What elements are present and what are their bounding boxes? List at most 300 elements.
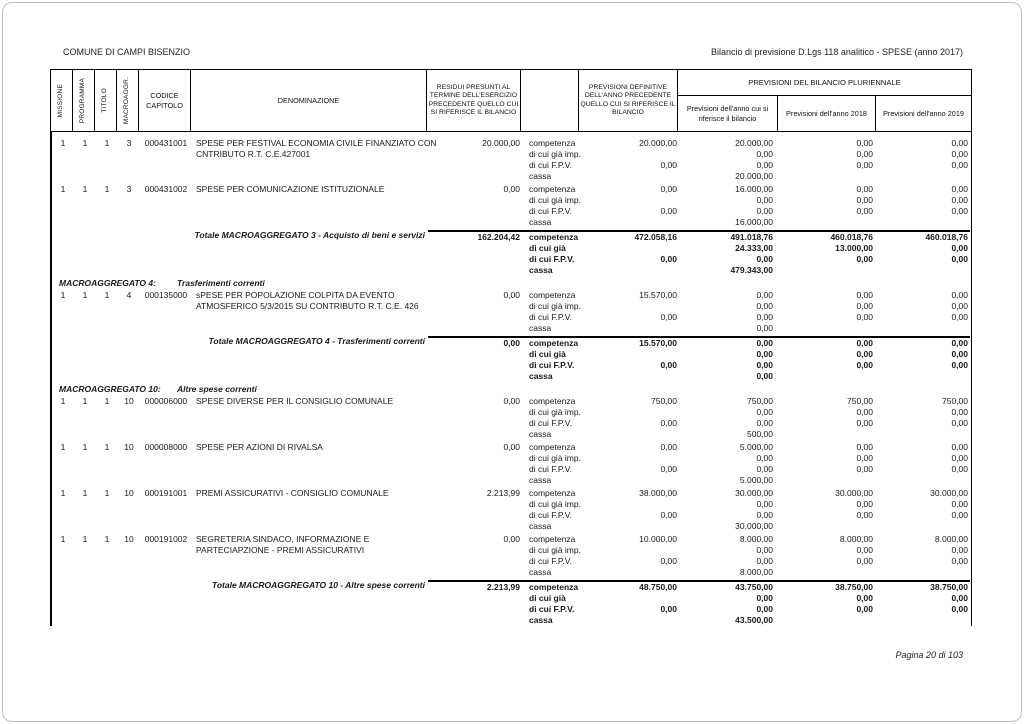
residui-total-value: 2.213,99	[486, 582, 520, 592]
programma-value: 1	[82, 396, 88, 406]
flow-labels-cell	[522, 232, 580, 276]
titolo-value: 1	[104, 184, 110, 194]
anno-riferimento-value: 0,00	[756, 418, 773, 428]
anno-2019-value: 0,00	[951, 442, 968, 452]
anno-riferimento-value-column	[679, 396, 779, 440]
flow-labels-cell	[522, 488, 580, 532]
anno-2019-value	[877, 217, 968, 228]
residui-cell	[428, 138, 522, 182]
anno-riferimento-value: 0,00	[756, 499, 773, 509]
prev-definitive-value-column	[580, 582, 679, 626]
prev-definitive-value: 0,00	[660, 312, 677, 322]
titolo-value: 1	[104, 396, 110, 406]
flow-label: cassa	[529, 615, 553, 625]
capitolo-row	[52, 488, 971, 532]
residui-cell	[428, 290, 522, 334]
denominazione-cell	[192, 138, 437, 182]
prev-definitive-value: 0,00	[660, 254, 677, 264]
anno-2018-value: 8.000,00	[839, 534, 873, 544]
anno-2018-value	[779, 171, 873, 182]
anno-2018-value: 0,00	[856, 206, 873, 216]
anno-2019-value: 0,00	[951, 418, 968, 428]
anno-2018-value	[779, 217, 873, 228]
flow-labels-cell	[522, 290, 580, 334]
anno-2018-value: 0,00	[856, 604, 873, 614]
anno-riferimento-value-column	[679, 488, 779, 532]
anno-riferimento-value: 750,00	[747, 396, 773, 406]
flow-label: di cui F.P.V.	[529, 556, 573, 566]
anno-2018-value-column	[779, 138, 877, 182]
residui-cell	[428, 338, 522, 382]
macroaggr-value: 3	[126, 138, 132, 148]
prev-definitive-value: 0,00	[660, 442, 677, 452]
anno-riferimento-value: 0,00	[756, 464, 773, 474]
residui-cell	[428, 582, 522, 626]
anno-2018-value: 0,00	[856, 545, 873, 555]
table-header	[50, 69, 972, 132]
prev-definitive-value	[580, 171, 677, 182]
anno-riferimento-value-column	[679, 442, 779, 486]
prev-definitive-value-column	[580, 442, 679, 486]
anno-riferimento-value: 0,00	[756, 338, 773, 348]
header-previsioni-definitive: PREVISIONI DEFINITIVE DELL'ANNO PRECEDENTE QUELLO CUI SI RIFERISCE IL BILANCIO	[579, 70, 678, 131]
flow-label: di cui già imp.	[529, 499, 581, 509]
anno-2018-value	[779, 475, 873, 486]
anno-riferimento-value: 0,00	[756, 349, 773, 359]
anno-2018-value: 0,00	[856, 556, 873, 566]
anno-riferimento-value-column	[679, 534, 779, 578]
anno-riferimento-value: 20.000,00	[735, 171, 773, 181]
macroaggr-value: 10	[124, 442, 134, 452]
anno-2019-value	[877, 265, 968, 276]
prev-definitive-value: 38.000,00	[639, 488, 677, 498]
anno-2018-value: 0,00	[856, 442, 873, 452]
anno-riferimento-value: 491.018,76	[730, 232, 773, 242]
missione-value: 1	[60, 184, 66, 194]
denominazione-line: SPESE PER COMUNICAZIONE ISTITUZIONALE	[196, 184, 385, 194]
anno-riferimento-value: 0,00	[756, 545, 773, 555]
flow-label: di cui già imp.	[529, 407, 581, 417]
titolo-value: 1	[104, 138, 110, 148]
anno-riferimento-value: 479.343,00	[730, 265, 773, 275]
anno-riferimento-value: 8.000,00	[739, 534, 773, 544]
programma-value: 1	[82, 488, 88, 498]
anno-2018-value-column	[779, 534, 877, 578]
header-residui-presunti: RESIDUI PRESUNTI AL TERMINE DELL'ESERCIZIO PRECEDENTE QUELLO CUI SI RIFERISCE IL BILANCIO	[427, 70, 521, 131]
anno-2019-value: 0,00	[951, 301, 968, 311]
prev-definitive-value	[580, 265, 677, 276]
totale-grid	[428, 338, 970, 382]
prev-definitive-value	[580, 149, 677, 160]
prev-definitive-value: 0,00	[660, 510, 677, 520]
totale-values	[428, 230, 970, 276]
macroaggregato-section-header	[52, 278, 971, 289]
titolo-value: 1	[104, 442, 110, 452]
flow-labels-cell	[522, 338, 580, 382]
flow-label: di cui F.P.V.	[529, 160, 573, 170]
anno-2019-value-column	[877, 582, 970, 626]
macroaggr-value: 4	[126, 290, 132, 300]
anno-2019-value-column	[877, 232, 970, 276]
anno-riferimento-value-column	[679, 338, 779, 382]
missione-value: 1	[60, 290, 66, 300]
totale-values	[428, 580, 970, 626]
header-codice-capitolo: CODICE CAPITOLO	[139, 70, 191, 131]
anno-2018-value: 0,00	[856, 160, 873, 170]
section-title: Trasferimenti correnti	[177, 278, 265, 288]
header-titolo: TITOLO	[95, 70, 117, 131]
prev-definitive-value: 15.570,00	[639, 338, 677, 348]
residui-value: 0,00	[503, 534, 520, 544]
anno-2019-value: 38.750,00	[930, 582, 968, 592]
totale-row	[52, 580, 971, 626]
anno-2019-value	[877, 171, 968, 182]
anno-2018-value: 0,00	[856, 138, 873, 148]
prev-definitive-value: 0,00	[660, 464, 677, 474]
anno-riferimento-value: 0,00	[756, 149, 773, 159]
capitolo-row	[52, 396, 971, 440]
anno-riferimento-value: 43.750,00	[735, 582, 773, 592]
anno-riferimento-value: 30.000,00	[735, 488, 773, 498]
residui-cell	[428, 534, 522, 578]
anno-riferimento-value: 0,00	[756, 254, 773, 264]
programma-value: 1	[82, 184, 88, 194]
residui-cell	[428, 396, 522, 440]
prev-definitive-value-column	[580, 138, 679, 182]
prev-definitive-value: 15.570,00	[639, 290, 677, 300]
flow-labels-cell	[522, 396, 580, 440]
prev-definitive-value	[580, 429, 677, 440]
header-flow-label-column	[521, 70, 579, 131]
denominazione-line: SPESE PER FESTIVAL ECONOMIA CIVILE FINANZIATO CON	[196, 138, 437, 148]
anno-2019-value-column	[877, 442, 970, 486]
anno-2018-value: 750,00	[847, 396, 873, 406]
anno-2019-value: 30.000,00	[930, 488, 968, 498]
codice-capitolo-value: 000008000	[144, 442, 188, 452]
missione-value: 1	[60, 442, 66, 452]
flow-label: cassa	[529, 265, 553, 275]
flow-label: di cui già imp.	[529, 545, 581, 555]
capitolo-row	[52, 534, 971, 578]
anno-2019-value: 0,00	[951, 510, 968, 520]
flow-labels-cell	[522, 138, 580, 182]
macroaggr-value: 10	[124, 534, 134, 544]
anno-riferimento-value: 500,00	[747, 429, 773, 439]
prev-definitive-value: 0,00	[660, 418, 677, 428]
macroaggr-value: 10	[124, 488, 134, 498]
anno-riferimento-value-column	[679, 582, 779, 626]
anno-2019-value	[877, 429, 968, 440]
anno-riferimento-value-column	[679, 290, 779, 334]
residui-cell	[428, 442, 522, 486]
table-body	[50, 132, 972, 626]
anno-2018-value-column	[779, 396, 877, 440]
anno-2019-value: 0,00	[951, 206, 968, 216]
denominazione-line: SEGRETERIA SINDACO, INFORMAZIONE E	[196, 534, 370, 544]
anno-2019-value: 460.018,76	[925, 232, 968, 242]
anno-2019-value: 0,00	[951, 243, 968, 253]
prev-definitive-value-column	[580, 338, 679, 382]
anno-2019-value-column	[877, 488, 970, 532]
codice-capitolo-value: 000191001	[144, 488, 188, 498]
flow-label: competenza	[529, 582, 579, 592]
denominazione-cell	[192, 184, 428, 228]
anno-2018-value: 0,00	[856, 338, 873, 348]
anno-2019-value: 0,00	[951, 604, 968, 614]
prev-definitive-value-column	[580, 232, 679, 276]
anno-2019-value: 0,00	[951, 195, 968, 205]
anno-riferimento-value: 0,00	[756, 593, 773, 603]
prev-definitive-value: 0,00	[660, 184, 677, 194]
flow-labels-cell	[522, 442, 580, 486]
header-anno-2018: Previsioni dell'anno 2018	[778, 96, 876, 131]
header-anno-riferimento: Previsioni dell'anno cui si riferisce il bilancio	[678, 96, 778, 131]
titolo-value: 1	[104, 290, 110, 300]
anno-riferimento-value: 30.000,00	[735, 521, 773, 531]
report-title: Bilancio di previsione D.Lgs 118 analitico - SPESE (anno 2017)	[711, 47, 963, 57]
missione-value: 1	[60, 138, 66, 148]
anno-2018-value: 0,00	[856, 453, 873, 463]
flow-label: cassa	[529, 521, 552, 531]
anno-2019-value-column	[877, 184, 970, 228]
macroaggr-value: 10	[124, 396, 134, 406]
anno-riferimento-value-column	[679, 184, 779, 228]
anno-2019-value: 0,00	[951, 407, 968, 417]
prev-definitive-value: 472.058,16	[634, 232, 677, 242]
anno-2018-value: 0,00	[856, 360, 873, 370]
flow-label: di cui già	[529, 593, 566, 603]
anno-2019-value: 0,00	[951, 556, 968, 566]
anno-2018-value-column	[779, 338, 877, 382]
header-macroaggr: MACROAGGR.	[117, 70, 139, 131]
denominazione-line: SPESE DIVERSE PER IL CONSIGLIO COMUNALE	[196, 396, 394, 406]
denominazione-line: PARTECIAPZIONE - PREMI ASSICURATIVI	[196, 545, 365, 555]
anno-riferimento-value: 0,00	[756, 206, 773, 216]
prev-definitive-value: 0,00	[660, 160, 677, 170]
prev-definitive-value: 0,00	[660, 604, 677, 614]
denominazione-line: SPESE PER AZIONI DI RIVALSA	[196, 442, 323, 452]
header-missione: MISSIONE	[51, 70, 73, 131]
anno-riferimento-value: 43.500,00	[735, 615, 773, 625]
anno-2019-value-column	[877, 338, 970, 382]
totale-label: Totale MACROAGGREGATO 4 - Trasferimenti correnti	[208, 336, 425, 346]
flow-label: di cui F.P.V.	[529, 206, 573, 216]
prev-definitive-value	[580, 371, 677, 382]
anno-2019-value	[877, 475, 968, 486]
residui-value: 0,00	[503, 396, 520, 406]
anno-2019-value: 0,00	[951, 138, 968, 148]
flow-label: cassa	[529, 371, 553, 381]
anno-riferimento-value: 16.000,00	[735, 184, 773, 194]
flow-label: competenza	[529, 488, 576, 498]
anno-2018-value: 0,00	[856, 290, 873, 300]
flow-label: di cui F.P.V.	[529, 510, 573, 520]
titolo-value: 1	[104, 488, 110, 498]
missione-value: 1	[60, 396, 66, 406]
flow-label: di cui già imp.	[529, 301, 581, 311]
anno-2019-value	[877, 567, 968, 578]
flow-label: cassa	[529, 217, 552, 227]
anno-2019-value: 0,00	[951, 545, 968, 555]
anno-2018-value: 0,00	[856, 593, 873, 603]
flow-labels-cell	[522, 582, 580, 626]
prev-definitive-value: 48.750,00	[639, 582, 677, 592]
anno-riferimento-value: 0,00	[756, 453, 773, 463]
anno-riferimento-value: 8.000,00	[739, 567, 773, 577]
anno-2018-value: 0,00	[856, 301, 873, 311]
section-label: MACROAGGREGATO 10:	[59, 384, 161, 394]
capitolo-row	[52, 138, 971, 182]
codice-capitolo-value: 000431002	[144, 184, 188, 194]
totale-row	[52, 230, 971, 276]
missione-value: 1	[60, 534, 66, 544]
anno-2019-value: 0,00	[951, 349, 968, 359]
anno-2019-value: 0,00	[951, 184, 968, 194]
prev-definitive-value	[580, 243, 677, 254]
prev-definitive-value: 0,00	[660, 206, 677, 216]
section-label: MACROAGGREGATO 4:	[59, 278, 156, 288]
totale-values	[428, 336, 970, 382]
footer-page-number: Pagina 20 di 103	[895, 650, 963, 660]
anno-2018-value: 0,00	[856, 418, 873, 428]
prev-definitive-value: 750,00	[651, 396, 677, 406]
flow-label: competenza	[529, 396, 576, 406]
anno-2018-value	[779, 615, 873, 626]
prev-definitive-value	[580, 301, 677, 312]
residui-cell	[428, 232, 522, 276]
anno-2019-value	[877, 521, 968, 532]
codice-capitolo-value: 000191002	[144, 534, 188, 544]
residui-total-value: 0,00	[503, 338, 520, 348]
flow-labels-cell	[522, 184, 580, 228]
anno-2019-value: 0,00	[951, 312, 968, 322]
totale-row	[52, 336, 971, 382]
programma-value: 1	[82, 138, 88, 148]
flow-label: di cui già imp.	[529, 149, 581, 159]
flow-label: di cui già	[529, 243, 566, 253]
anno-2018-value	[779, 323, 873, 334]
anno-2018-value-column	[779, 184, 877, 228]
anno-2018-value: 0,00	[856, 149, 873, 159]
denominazione-line: PREMI ASSICURATIVI - CONSIGLIO COMUNALE	[196, 488, 389, 498]
anno-2019-value: 8.000,00	[934, 534, 968, 544]
residui-value: 2.213,99	[486, 488, 520, 498]
flow-label: di cui F.P.V.	[529, 360, 575, 370]
anno-2018-value	[779, 521, 873, 532]
anno-2018-value-column	[779, 582, 877, 626]
codice-capitolo-value: 000006000	[144, 396, 188, 406]
macroaggr-value: 3	[126, 184, 132, 194]
anno-riferimento-value: 0,00	[756, 160, 773, 170]
anno-2018-value	[779, 429, 873, 440]
denominazione-line: ATMOSFERICO 5/3/2015 SU CONTRIBUTO R.T. C.E. 426	[196, 301, 419, 311]
denominazione-cell	[192, 534, 428, 578]
totale-label: Totale MACROAGGREGATO 3 - Acquisto di beni e servizi	[194, 230, 425, 240]
flow-label: competenza	[529, 442, 576, 452]
page-header	[63, 47, 963, 57]
prev-definitive-value	[580, 323, 677, 334]
prev-definitive-value: 0,00	[660, 556, 677, 566]
anno-riferimento-value: 0,00	[756, 371, 773, 381]
anno-riferimento-value: 0,00	[756, 407, 773, 417]
anno-2018-value: 38.750,00	[835, 582, 873, 592]
anno-riferimento-value-column	[679, 138, 779, 182]
residui-value: 0,00	[503, 290, 520, 300]
denominazione-cell	[192, 442, 428, 486]
flow-label: di cui F.P.V.	[529, 464, 573, 474]
prev-definitive-value	[580, 349, 677, 360]
residui-value: 20.000,00	[482, 138, 520, 148]
anno-2018-value: 0,00	[856, 195, 873, 205]
anno-2018-value-column	[779, 488, 877, 532]
anno-2018-value	[779, 371, 873, 382]
denominazione-line: sPESE PER POPOLAZIONE COLPITA DA EVENTO	[196, 290, 395, 300]
anno-2018-value: 0,00	[856, 349, 873, 359]
anno-2019-value: 0,00	[951, 338, 968, 348]
anno-2018-value: 0,00	[856, 464, 873, 474]
header-bilancio-pluriennale: PREVISIONI DEL BILANCIO PLURIENNALE	[678, 70, 971, 96]
anno-riferimento-value: 0,00	[756, 301, 773, 311]
anno-riferimento-value: 0,00	[756, 510, 773, 520]
flow-label: competenza	[529, 232, 579, 242]
section-title: Altre spese correnti	[177, 384, 257, 394]
anno-2018-value: 13.000,00	[835, 243, 873, 253]
flow-label: di cui già	[529, 349, 566, 359]
anno-riferimento-value-column	[679, 232, 779, 276]
flow-label: cassa	[529, 323, 552, 333]
anno-2019-value-column	[877, 290, 970, 334]
programma-value: 1	[82, 442, 88, 452]
flow-label: competenza	[529, 184, 576, 194]
totale-grid	[428, 232, 970, 276]
anno-2019-value: 0,00	[951, 254, 968, 264]
anno-2019-value-column	[877, 534, 970, 578]
anno-2019-value-column	[877, 396, 970, 440]
codice-capitolo-value: 000431001	[144, 138, 188, 148]
prev-definitive-value	[580, 407, 677, 418]
flow-label: cassa	[529, 171, 552, 181]
prev-definitive-value	[580, 475, 677, 486]
anno-2019-value-column	[877, 138, 970, 182]
anno-2018-value: 0,00	[856, 407, 873, 417]
anno-2019-value: 0,00	[951, 360, 968, 370]
prev-definitive-value-column	[580, 488, 679, 532]
prev-definitive-value-column	[580, 290, 679, 334]
flow-label: cassa	[529, 567, 552, 577]
anno-riferimento-value: 0,00	[756, 323, 773, 333]
anno-riferimento-value: 0,00	[756, 556, 773, 566]
flow-label: competenza	[529, 290, 576, 300]
anno-2018-value: 0,00	[856, 184, 873, 194]
anno-2018-value: 30.000,00	[835, 488, 873, 498]
anno-2019-value: 0,00	[951, 149, 968, 159]
anno-2019-value: 750,00	[942, 396, 968, 406]
anno-2019-value: 0,00	[951, 160, 968, 170]
totale-grid	[428, 582, 970, 626]
prev-definitive-value: 20.000,00	[639, 138, 677, 148]
municipality-title: COMUNE DI CAMPI BISENZIO	[63, 47, 191, 57]
programma-value: 1	[82, 534, 88, 544]
anno-2018-value: 0,00	[856, 510, 873, 520]
flow-label: di cui F.P.V.	[529, 254, 575, 264]
anno-2018-value	[779, 567, 873, 578]
anno-riferimento-value: 5.000,00	[739, 475, 773, 485]
residui-total-value: 162.204,42	[477, 232, 520, 242]
denominazione-cell	[192, 290, 428, 334]
prev-definitive-value	[580, 195, 677, 206]
flow-label: competenza	[529, 338, 579, 348]
anno-riferimento-value: 0,00	[756, 360, 773, 370]
